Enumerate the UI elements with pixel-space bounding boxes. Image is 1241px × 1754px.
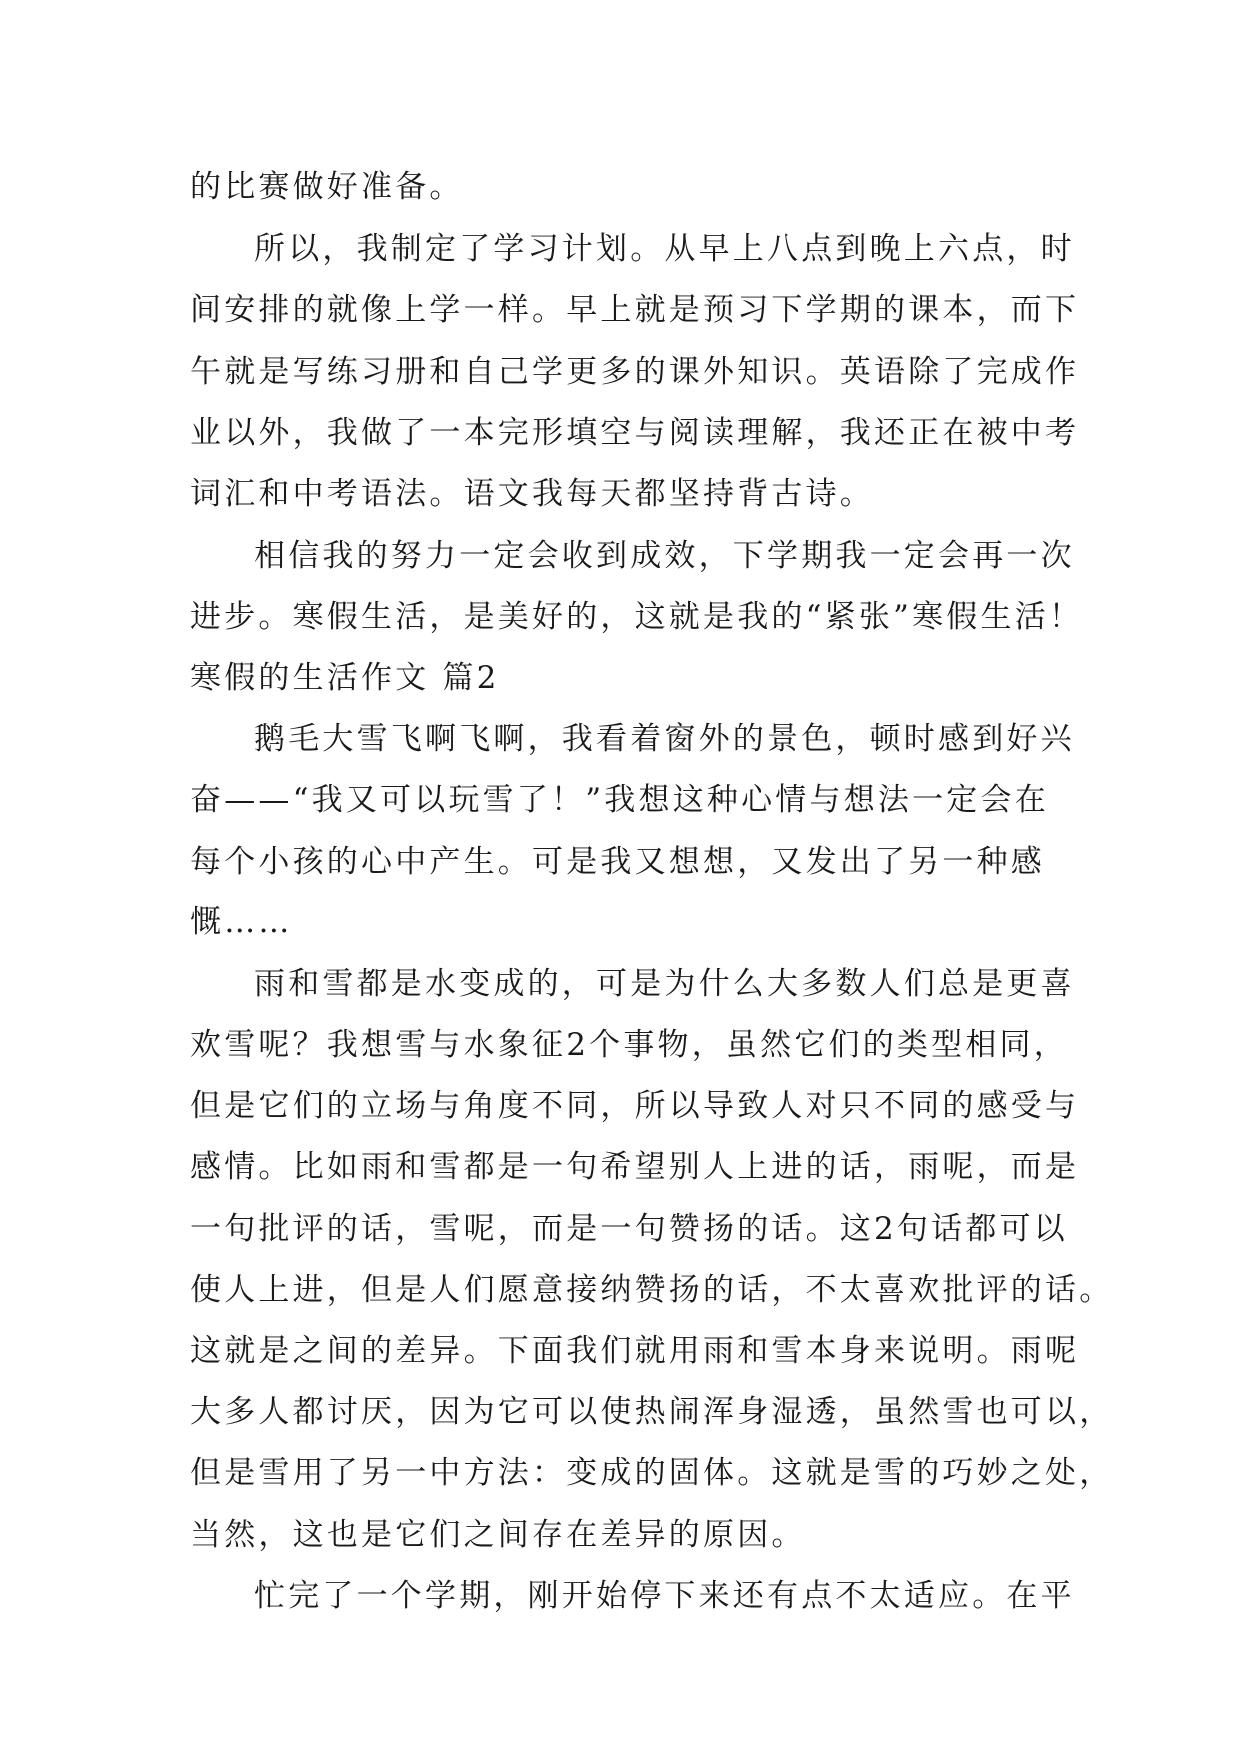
text-line: 慨…… — [190, 904, 293, 940]
text-line: 但是雪用了另一中方法：变成的固体。这就是雪的巧妙之处， — [190, 1455, 1114, 1491]
text-line: 词汇和中考语法。语文我每天都坚持背古诗。 — [190, 476, 874, 512]
text-line: 每个小孩的心中产生。可是我又想想，又发出了另一种感 — [190, 844, 1045, 880]
text-line: 间安排的就像上学一样。早上就是预习下学期的课本，而下 — [190, 292, 1080, 328]
paragraph-start-line: 雨和雪都是水变成的，可是为什么大多数人们总是更喜 — [254, 966, 1075, 1002]
paragraph-start-line: 相信我的努力一定会收到成效，下学期我一定会再一次 — [254, 538, 1075, 574]
text-line: 大多人都讨厌，因为它可以使热闹浑身湿透，虽然雪也可以， — [190, 1394, 1114, 1430]
text-line: 午就是写练习册和自己学更多的课外知识。英语除了完成作 — [190, 354, 1080, 390]
text-line: 这就是之间的差异。下面我们就用雨和雪本身来说明。雨呢 — [190, 1333, 1080, 1369]
text-line: 欢雪呢？我想雪与水象征2个事物，虽然它们的类型相同， — [190, 1027, 1068, 1063]
text-line: 进步。寒假生活，是美好的，这就是我的“紧张”寒假生活！ — [190, 599, 1084, 635]
section-heading: 寒假的生活作文 篇2 — [190, 660, 500, 696]
paragraph-start-line: 所以，我制定了学习计划。从早上八点到晚上六点，时 — [254, 231, 1075, 267]
paragraph-start-line: 鹅毛大雪飞啊飞啊，我看着窗外的景色，顿时感到好兴 — [254, 721, 1075, 757]
text-line: 一句批评的话，雪呢，而是一句赞扬的话。这2句话都可以 — [190, 1211, 1068, 1247]
text-line: 感情。比如雨和雪都是一句希望别人上进的话，雨呢，而是 — [190, 1149, 1080, 1185]
text-line: 但是它们的立场与角度不同，所以导致人对只不同的感受与 — [190, 1088, 1080, 1124]
text-line: 的比赛做好准备。 — [190, 169, 464, 205]
text-line: 使人上进，但是人们愿意接纳赞扬的话，不太喜欢批评的话。 — [190, 1272, 1114, 1308]
text-line: 业以外，我做了一本完形填空与阅读理解，我还正在被中考 — [190, 415, 1080, 451]
text-line: 当然，这也是它们之间存在差异的原因。 — [190, 1517, 806, 1553]
paragraph-start-line: 忙完了一个学期，刚开始停下来还有点不太适应。在平 — [254, 1578, 1075, 1614]
text-line: 奋——“我又可以玩雪了！”我想这种心情与想法一定会在 — [190, 782, 1049, 818]
